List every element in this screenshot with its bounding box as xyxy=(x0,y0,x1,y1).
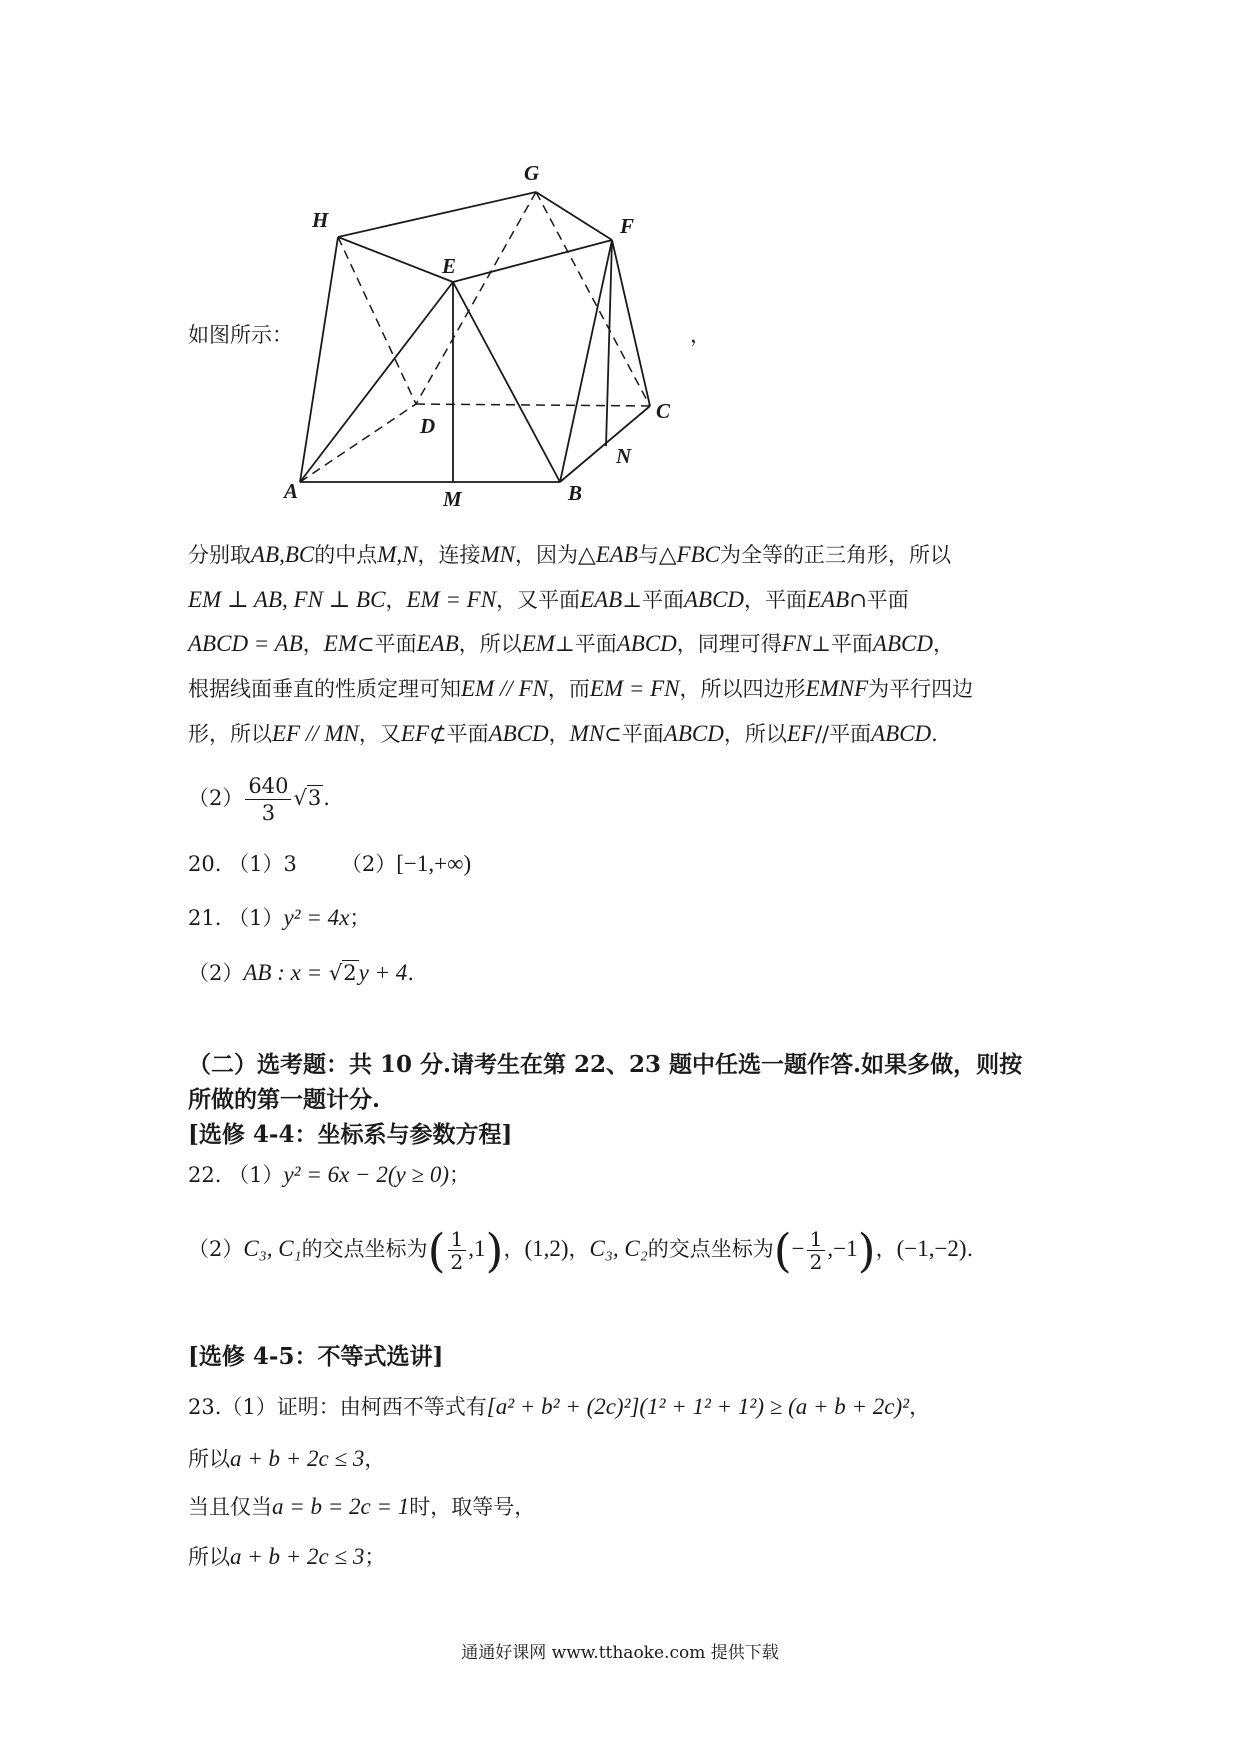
edge-EF xyxy=(453,240,612,282)
section-title-line-1: （二）选考题：共 10 分.请考生在第 22、23 题中任选一题作答.如果多做，则按 xyxy=(188,1051,1023,1078)
fraction-640-3: $\frac{640}{3}$ xyxy=(245,773,291,826)
label-B: B xyxy=(568,481,583,505)
q21-part2: （2）AB : x = √2y + 4. xyxy=(188,960,414,985)
proof-line-5: 形，所以EF // MN，又EF⊄平面ABCD，MN⊂平面ABCD，所以EF//平面ABCD. xyxy=(188,721,938,746)
label-E: E xyxy=(442,254,457,278)
label-G: G xyxy=(524,161,540,185)
label-F: F xyxy=(620,214,635,238)
edge-HE xyxy=(338,237,453,282)
edge-EB xyxy=(453,282,560,482)
proof-line-1: 分别取AB,BC的中点M,N，连接MN，因为△EAB与△FBC为全等的正三角形，所以 xyxy=(188,542,951,567)
q23-line-2: 所以a + b + 2c ≤ 3， xyxy=(188,1446,386,1471)
proof-line-2: EM ⊥ AB, FN ⊥ BC，EM = FN，又平面EAB⊥平面ABCD，平面EAB∩平面 xyxy=(188,587,909,612)
edge-HA xyxy=(300,237,338,482)
edge-FC xyxy=(612,240,650,406)
proof-line-4: 根据线面垂直的性质定理可知EM // FN，而EM = FN，所以四边形EMNF为平行四边 xyxy=(188,676,974,701)
q23-line-4: 所以a + b + 2c ≤ 3； xyxy=(188,1544,386,1569)
q19-part2: （2） $\frac{640}{3}$ √3. xyxy=(188,774,330,825)
q23-line-3: 当且仅当a = b = 2c = 1时，取等号， xyxy=(188,1494,536,1519)
q22-part2: （2）C₃, C₁的交点坐标为( $\frac{1}{2}$ ,1)，(1,2)，C₃, C₂的交点坐标为(− $\frac{1}{2}$ ,−1)，(−1,−2). xyxy=(188,1223,974,1278)
label-C: C xyxy=(656,399,671,423)
label-N: N xyxy=(616,444,632,468)
fraction-minus-one-half: $\frac{1}{2}$ xyxy=(807,1228,826,1273)
figure-comma: ， xyxy=(690,323,711,347)
label-M: M xyxy=(443,487,462,511)
figure-intro: 如图所示： xyxy=(188,323,293,347)
q23-part1: 23.（1）证明：由柯西不等式有[a² + b² + (2c)²](1² + 1² + 1²) ≥ (a + b + 2c)²， xyxy=(188,1394,931,1419)
label-A: A xyxy=(284,479,299,503)
edge-GF xyxy=(536,192,612,240)
solid-geometry-figure xyxy=(284,150,700,511)
edge-FN xyxy=(606,240,612,446)
edge-HG xyxy=(338,192,536,237)
q20: 20. （1）3 （2）[−1,+∞) xyxy=(188,851,472,876)
edge-GD xyxy=(416,192,536,404)
edge-AE xyxy=(300,282,453,482)
q22-part1: 22. （1）y² = 6x − 2(y ≥ 0)； xyxy=(188,1162,470,1187)
heading-4-4: [选修 4-4：坐标系与参数方程] xyxy=(188,1121,513,1148)
section-title-line-2: 所做的第一题计分. xyxy=(188,1086,381,1113)
edge-DC xyxy=(416,404,650,406)
label-D: D xyxy=(420,414,436,438)
footer-source: 通通好课网 www.tthaoke.com 提供下载 xyxy=(461,1643,779,1663)
heading-4-5: [选修 4-5：不等式选讲] xyxy=(188,1343,444,1370)
fraction-one-half: $\frac{1}{2}$ xyxy=(448,1228,467,1273)
edge-AD xyxy=(300,404,416,482)
proof-line-3: ABCD = AB，EM⊂平面EAB，所以EM⊥平面ABCD，同理可得FN⊥平面ABCD， xyxy=(188,631,954,656)
q21-part1: 21. （1）y² = 4x； xyxy=(188,905,371,930)
label-H: H xyxy=(312,208,329,232)
